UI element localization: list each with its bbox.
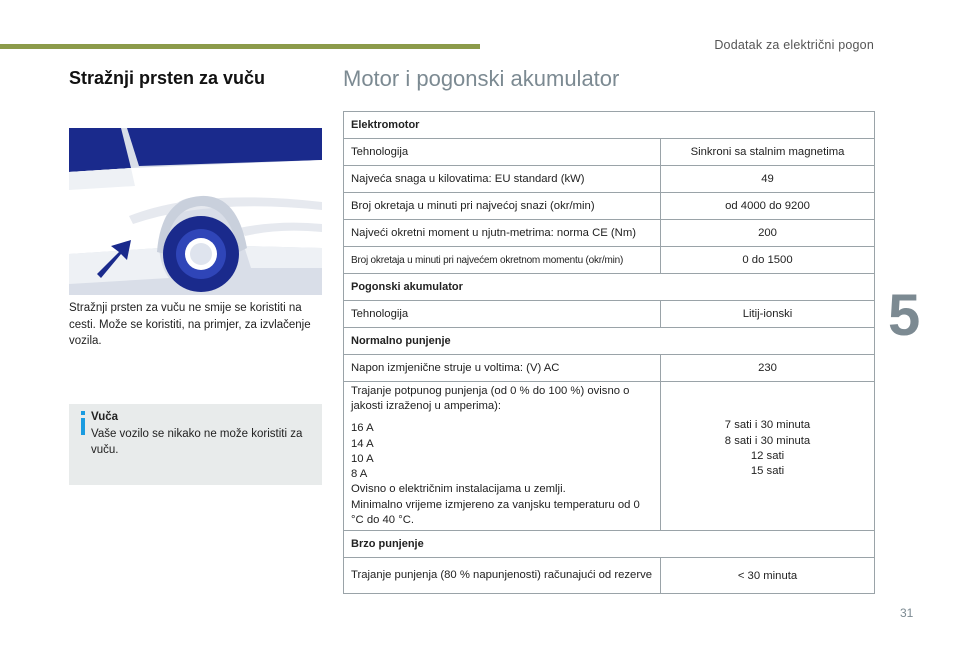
- towing-notice-box: [69, 404, 322, 485]
- duration-value: 15 sati: [750, 465, 785, 478]
- amp-value: 14 A: [351, 437, 374, 450]
- duration-value: 12 sati: [750, 450, 785, 462]
- row-label: Napon izmjenične struje u voltima: (V) AC: [344, 355, 661, 382]
- charge-duration-values: [661, 382, 875, 531]
- section-normal-charge: Normalno punjenje: [344, 328, 875, 355]
- row-value: Litij-ionski: [661, 301, 875, 328]
- row-value: 230: [661, 355, 875, 382]
- table-section-header: [344, 274, 875, 301]
- notice-text: Vaše vozilo se nikako ne može koristiti za vuču.: [91, 428, 303, 456]
- duration-value: 7 sati i 30 minuta: [724, 419, 811, 432]
- row-label: Broj okretaja u minuti pri najvećoj snazi (okr/min): [344, 193, 661, 220]
- table-section-header: [344, 112, 875, 139]
- table-section-header: [344, 328, 875, 355]
- table-row: [344, 355, 875, 382]
- duration-intro: Trajanje potpunog punjenja (od 0 % do 100 %) ovisno o jakosti izraženoj u amperima):: [351, 384, 630, 412]
- row-label: Trajanje punjenja (80 % napunjenosti) računajući od rezerve: [344, 558, 661, 594]
- table-row: [344, 166, 875, 193]
- chapter-number: 5: [888, 283, 921, 348]
- table-row: [344, 382, 875, 531]
- amp-value: 16 A: [351, 422, 374, 435]
- table-row: [344, 247, 875, 274]
- installation-note: Ovisno o električnim instalacijama u zemlji.: [351, 483, 566, 496]
- amp-value: 8 A: [351, 468, 368, 481]
- row-value: 49: [661, 166, 875, 193]
- table-row: [344, 220, 875, 247]
- charge-duration-cell: [344, 382, 661, 531]
- row-value: < 30 minuta: [661, 558, 875, 594]
- row-value: 200: [661, 220, 875, 247]
- section-fast-charge: Brzo punjenje: [344, 531, 875, 558]
- towing-ring-description: Stražnji prsten za vuču ne smije se koristiti na cesti. Može se koristiti, na primjer, za izvlačenje vozila.: [69, 302, 311, 347]
- row-value: od 4000 do 9200: [661, 193, 875, 220]
- row-value: 0 do 1500: [661, 247, 875, 274]
- row-label: Najveća snaga u kilovatima: EU standard (kW): [344, 166, 661, 193]
- table-row: [344, 558, 875, 594]
- notice-title: Vuča: [91, 411, 119, 423]
- table-section-header: [344, 531, 875, 558]
- towing-ring-title: Stražnji prsten za vuču: [69, 68, 266, 88]
- section-electromotor: Elektromotor: [344, 112, 875, 139]
- row-label: Tehnologija: [344, 139, 661, 166]
- table-row: [344, 301, 875, 328]
- table-row: [344, 139, 875, 166]
- motor-battery-title: Motor i pogonski akumulator: [343, 66, 620, 91]
- rear-towing-ring-illustration: [69, 128, 322, 295]
- row-value: Sinkroni sa stalnim magnetima: [661, 139, 875, 166]
- motor-battery-spec-table: [343, 111, 875, 594]
- amp-value: 10 A: [351, 452, 374, 465]
- duration-value: 8 sati i 30 minuta: [724, 434, 811, 447]
- section-header: Dodatak za električni pogon: [714, 38, 874, 52]
- row-label: Broj okretaja u minuti pri najvećem okretnom momentu (okr/min): [344, 247, 661, 274]
- page-number: 31: [900, 606, 914, 620]
- row-label: Najveći okretni moment u njutn-metrima: norma CE (Nm): [344, 220, 661, 247]
- section-battery: Pogonski akumulator: [344, 274, 875, 301]
- temperature-note: Minimalno vrijeme izmjereno za vanjsku temperaturu od 0 °C do 40 °C.: [351, 498, 640, 527]
- table-row: [344, 193, 875, 220]
- top-accent-bar: [0, 44, 480, 49]
- info-icon: [77, 411, 89, 435]
- row-label: Tehnologija: [344, 301, 661, 328]
